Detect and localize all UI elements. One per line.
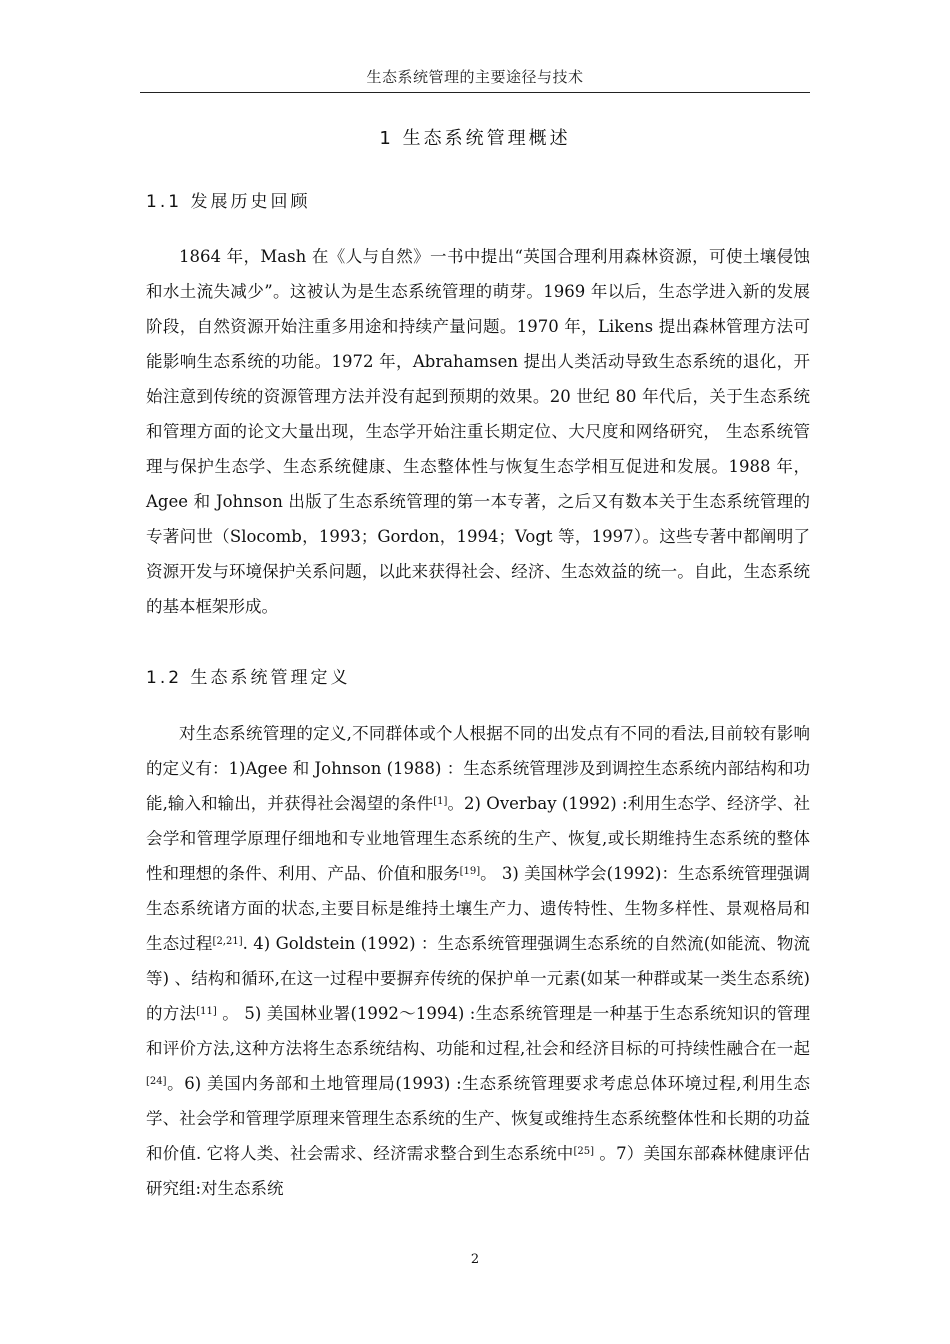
- citation-ref: [25]: [573, 1146, 595, 1157]
- definition-text: 。6) 美国内务部和土地管理局(1993) :生态系统管理要求考虑总体环境过程,利用生态学、社会学和管理学原理来管理生态系统的生产、恢复或维持生态系统整体性和长期的功益和价值. 它将人类、社会需求、经济需求整合到生态系统中: [146, 1074, 810, 1163]
- citation-ref: [2,21]: [212, 936, 243, 947]
- definition-text: 。 5) 美国林业署(1992～1994) :生态系统管理是一种基于生态系统知识的管理和评价方法,这种方法将生态系统结构、功能和过程,社会和经济目标的可持续性融合在一起: [146, 1004, 810, 1058]
- page-number: 2: [470, 1252, 480, 1267]
- section-1-1-paragraph: 1864 年，Mash 在《人与自然》一书中提出“英国合理利用森林资源，可使土壤侵蚀和水土流失减少”。这被认为是生态系统管理的萌芽。1969 年以后，生态学进入新的发展阶段，自然资源开始注重多用途和持续产量问题。1970 年，Likens 提出森林管理方法可能影响生态系统的功能。1972 年，Abrahamsen 提出人类活动导致生态系统的退化，开始注意到传统的资源管理方法并没有起到预期的效果。20 世纪 80 年代后，关于生态系统和管理方面的论文大量出现，生态学开始注重长期定位、大尺度和网络研究， 生态系统管理与保护生态学、生态系统健康、生态整体性与恢复生态学相互促进和发展。1988 年，Agee 和 Johnson 出版了生态系统管理的第一本专著，之后又有数本关于生态系统管理的专著问世（Slocomb，1993；Gordon，1994；Vogt 等，1997）。这些专著中都阐明了资源开发与环境保护关系问题，以此来获得社会、经济、生态效益的统一。自此，生态系统的基本框架形成。: [146, 247, 810, 616]
- citation-ref: [1]: [433, 796, 448, 807]
- citation-ref: [19]: [459, 866, 481, 877]
- running-header: 生态系统管理的主要途径与技术: [366, 68, 584, 86]
- citation-ref: [11]: [196, 1006, 217, 1017]
- header-rule: [140, 92, 810, 93]
- definition-text: 。2) Overbay (1992) :利用生态学、经济学、社会学和管理学原理仔细地和专业地管理生态系统的生产、恢复,或长期维持生态系统的整体性和理想的条件、利用、产品、价值和服务: [146, 794, 810, 883]
- definition-text: 。 3) 美国林学会(1992)：生态系统管理强调生态系统诸方面的状态,主要目标是维持土壤生产力、遗传特性、生物多样性、景观格局和生态过程: [146, 864, 810, 953]
- definition-text: 。7）美国东部森林健康评估研究组:对生态系统: [146, 1144, 810, 1198]
- definition-text: 对生态系统管理的定义,不同群体或个人根据不同的出发点有不同的看法,目前较有影响的定义有：1)Agee 和 Johnson (1988) ：生态系统管理涉及到调控生态系统内部结构和功能,输入和输出，并获得社会渴望的条件: [146, 724, 810, 813]
- definition-text: . 4) Goldstein (1992) ：生态系统管理强调生态系统的自然流(如能流、物流等) 、结构和循环,在这一过程中要摒弃传统的保护单一元素(如某一种群或某一类生态系统) 的方法: [146, 934, 810, 1023]
- section-1-2-paragraph: [146, 716, 810, 1206]
- citation-ref: [24]: [146, 1076, 167, 1087]
- section-title-1-2: 1.2 生态系统管理定义: [146, 668, 351, 688]
- section-title-1-1: 1.1 发展历史回顾: [146, 192, 311, 212]
- chapter-title: 1 生态系统管理概述: [379, 128, 571, 149]
